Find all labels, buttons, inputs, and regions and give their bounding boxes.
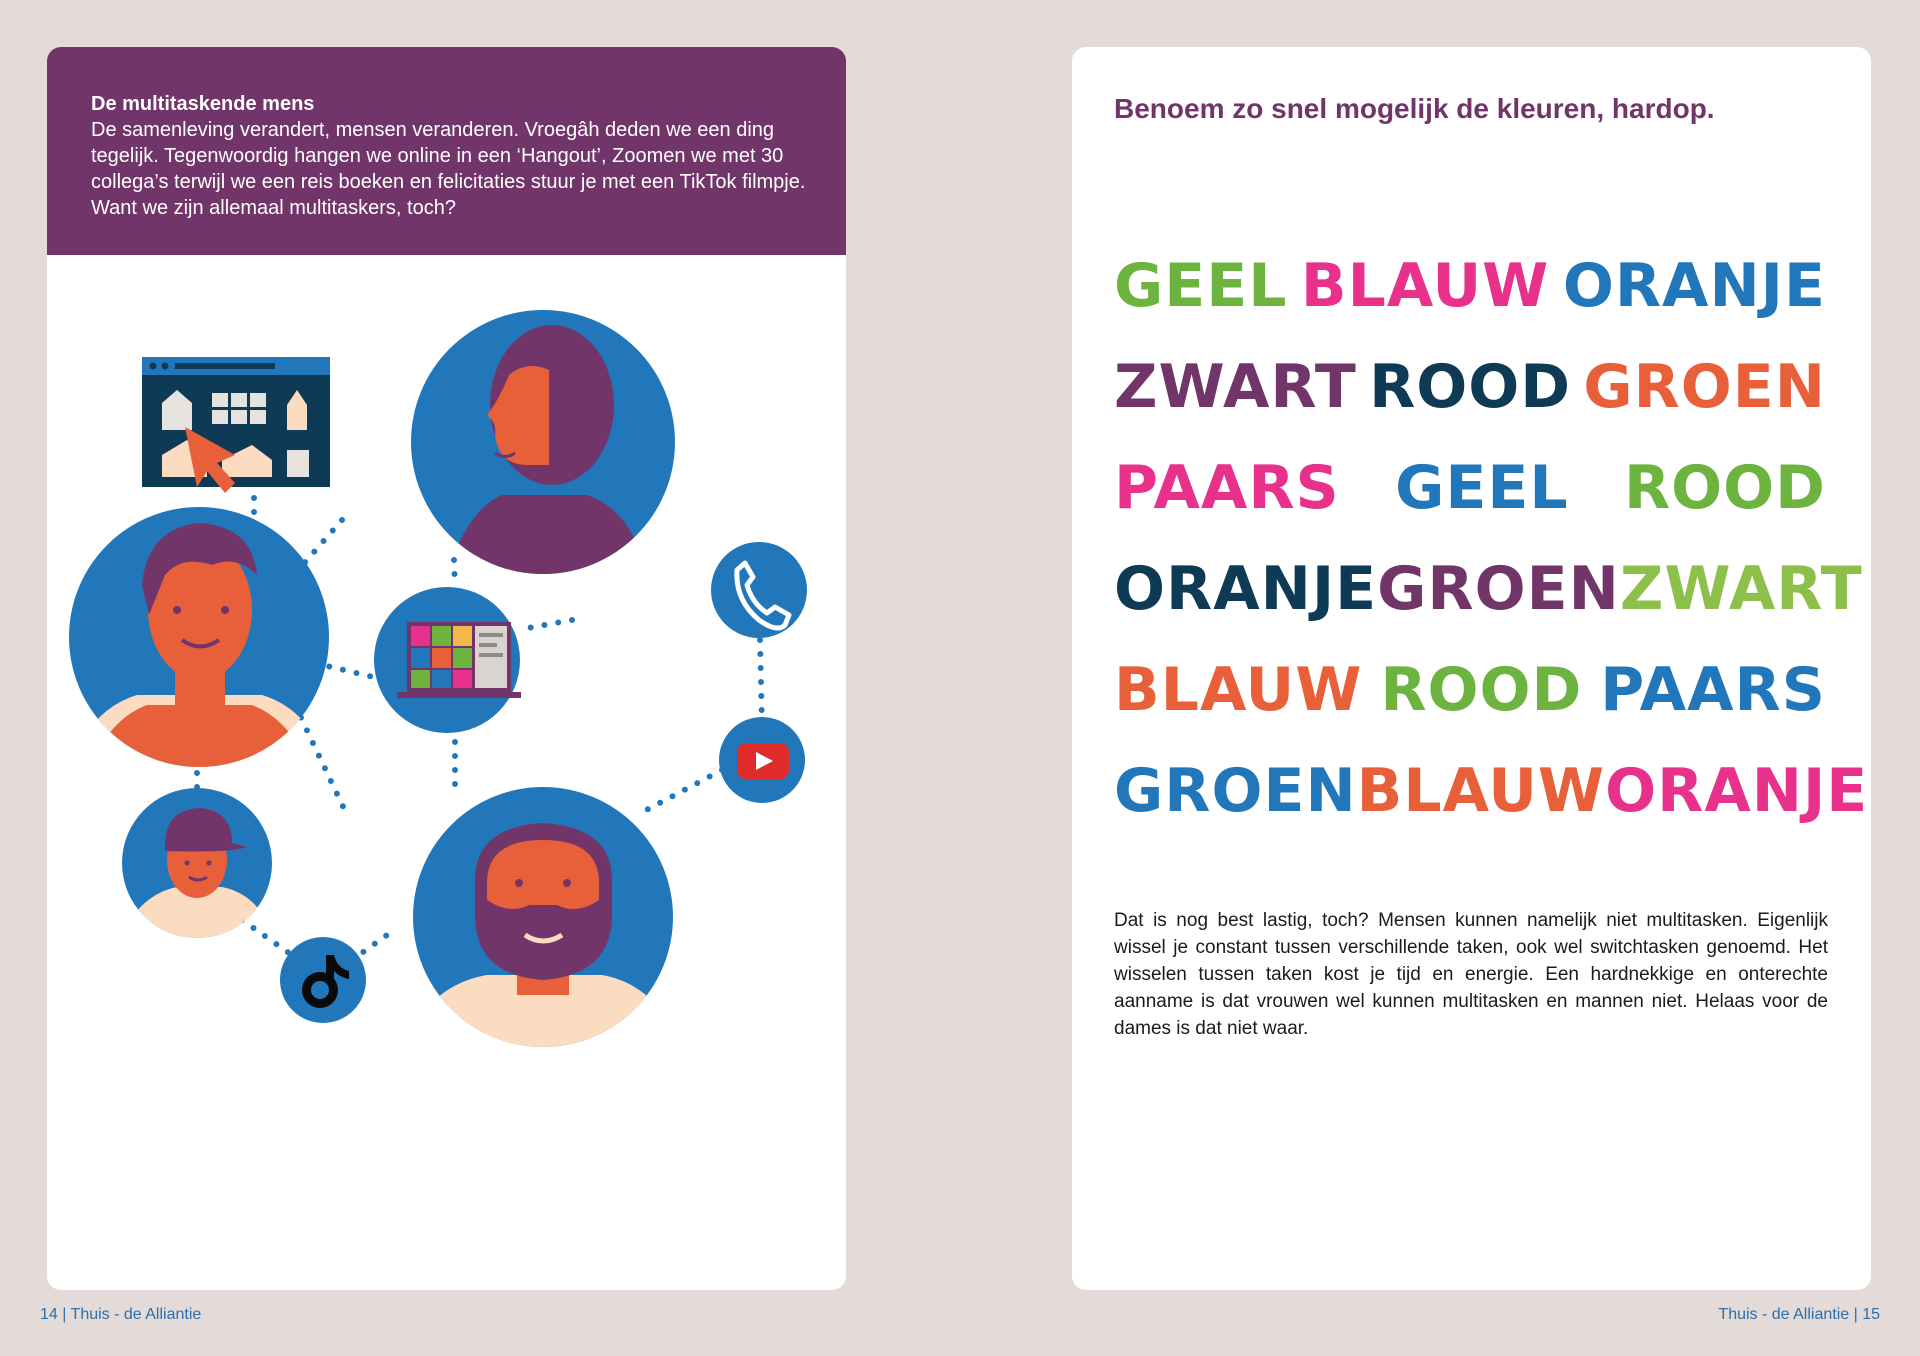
color-word: ZWART xyxy=(1114,351,1357,422)
color-word: GROEN xyxy=(1583,351,1826,422)
video-call-icon xyxy=(374,587,521,733)
avatar-woman xyxy=(67,507,332,775)
color-word: ORANJE xyxy=(1562,250,1826,321)
word-row xyxy=(1114,538,1863,639)
color-word: BLAUW xyxy=(1300,250,1550,321)
avatar-hooded-woman xyxy=(411,310,675,574)
word-row xyxy=(1114,639,1826,740)
word-row xyxy=(1114,437,1826,538)
color-word: GEEL xyxy=(1395,452,1569,523)
network-illustration xyxy=(47,255,846,1290)
color-word: ROOD xyxy=(1623,452,1826,523)
intro-box xyxy=(47,47,846,255)
color-word: BLAUW xyxy=(1114,654,1363,725)
color-word: BLAUW xyxy=(1356,755,1606,826)
color-word: ROOD xyxy=(1369,351,1572,422)
color-word: GROEN xyxy=(1377,553,1620,624)
phone-icon xyxy=(711,542,807,638)
color-word: PAARS xyxy=(1114,452,1340,523)
left-page xyxy=(47,47,846,1290)
stroop-word-grid xyxy=(1114,235,1869,841)
right-page xyxy=(1072,47,1871,1290)
avatar-boy-cap xyxy=(117,788,277,945)
color-word: GEEL xyxy=(1114,250,1288,321)
explanation-paragraph: Dat is nog best lastig, toch? Mensen kunnen namelijk niet multitasken. Eigenlijk wissel je constant tussen verschillende taken, ook wel switchtasken genoemd. Het wisselen tussen taken kost je tijd en energie. Een hardnekkige en onterechte aanname is dat vrouwen wel kunnen multitasken en mannen niet. Helaas voor de dames is dat niet waar. xyxy=(1114,910,1828,1039)
color-word: ZWART xyxy=(1619,553,1863,624)
youtube-icon xyxy=(719,717,805,803)
color-word: PAARS xyxy=(1600,654,1826,725)
avatar-bearded-man xyxy=(397,787,687,1055)
color-word: ORANJE xyxy=(1605,755,1869,826)
footer-left-page-number: 14 | Thuis - de Alliantie xyxy=(40,1306,202,1323)
intro-title: De multitaskende mens xyxy=(91,93,315,115)
word-row xyxy=(1114,740,1869,841)
color-word: ROOD xyxy=(1380,654,1583,725)
tiktok-icon xyxy=(280,937,366,1023)
color-word: GROEN xyxy=(1114,755,1357,826)
intro-text: De samenleving verandert, mensen veranderen. Vroegâh deden we een ding tegelijk. Tegenwoordig hangen we online in een ‘Hangout’, Zoomen we met 30 collega’s terwijl we een reis boeken en felicitaties stuur je met een TikTok filmpje. Want we zijn allemaal multitaskers, toch? xyxy=(91,119,806,219)
color-word: ORANJE xyxy=(1114,553,1378,624)
instruction-heading: Benoem zo snel mogelijk de kleuren, hardop. xyxy=(1114,93,1715,124)
browser-window-icon xyxy=(142,357,330,493)
word-row xyxy=(1114,336,1826,437)
footer-right-page-number: Thuis - de Alliantie | 15 xyxy=(1718,1306,1880,1323)
word-row xyxy=(1114,235,1826,336)
